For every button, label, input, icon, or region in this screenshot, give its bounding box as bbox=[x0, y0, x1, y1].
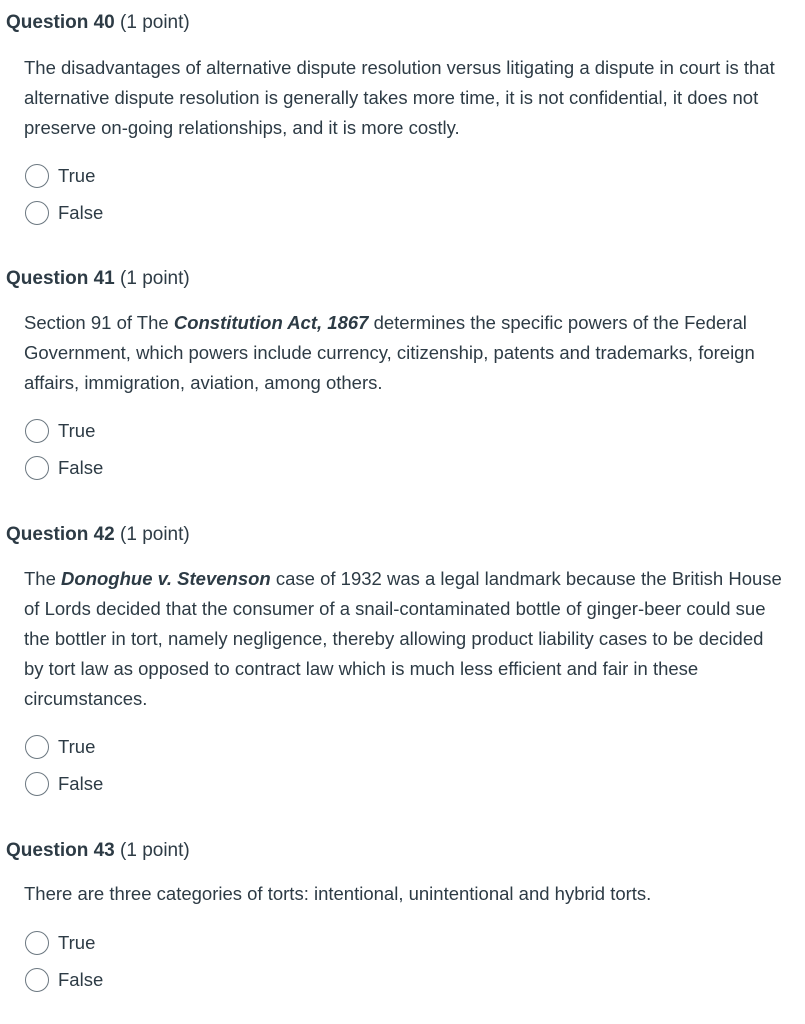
option-true[interactable] bbox=[25, 929, 95, 957]
question-prompt bbox=[24, 308, 784, 398]
radio-button[interactable] bbox=[25, 735, 49, 759]
question-points: (1 point) bbox=[120, 524, 190, 545]
option-label: True bbox=[58, 420, 96, 441]
option-true[interactable] bbox=[25, 733, 95, 761]
option-false[interactable] bbox=[25, 199, 103, 227]
option-label: False bbox=[58, 773, 104, 794]
option-label: True bbox=[58, 932, 96, 953]
question-header bbox=[6, 839, 190, 863]
question-points: (1 point) bbox=[120, 12, 190, 33]
radio-button[interactable] bbox=[25, 968, 49, 992]
option-label: False bbox=[58, 969, 104, 990]
case-title: Donoghue v. Stevenson bbox=[61, 568, 271, 589]
radio-button[interactable] bbox=[25, 164, 49, 188]
question-title: Question 41 bbox=[6, 268, 115, 289]
option-label: False bbox=[58, 202, 104, 223]
option-true[interactable] bbox=[25, 162, 95, 190]
question-prompt bbox=[24, 879, 784, 909]
question-prompt bbox=[24, 564, 784, 714]
radio-button[interactable] bbox=[25, 772, 49, 796]
option-false[interactable] bbox=[25, 770, 103, 798]
question-title: Question 43 bbox=[6, 840, 115, 861]
prompt-text-post: case of 1932 was a legal landmark because the British House of Lords decided that the consumer of a snail-contaminated bottle of ginger-beer could sue the bottler in tort, namely negligence, thereby allowing product liability cases to be decided by tort law as opposed to contract law which is much less efficient and fair in these circumstances. bbox=[24, 568, 782, 709]
option-false[interactable] bbox=[25, 966, 103, 994]
prompt-text-post: determines the specific powers of the Federal Government, which powers include currency, citizenship, patents and trademarks, foreign affairs, immigration, aviation, among others. bbox=[24, 312, 755, 393]
question-header bbox=[6, 11, 190, 35]
question-header bbox=[6, 267, 190, 291]
radio-button[interactable] bbox=[25, 419, 49, 443]
question-prompt-text: There are three categories of torts: intentional, unintentional and hybrid torts. bbox=[24, 883, 652, 904]
question-points: (1 point) bbox=[120, 268, 190, 289]
question-prompt-text: The disadvantages of alternative dispute resolution versus litigating a dispute in court is that alternative dispute resolution is generally takes more time, it is not confidential, it does not preserve on-going relationships, and it is more costly. bbox=[24, 57, 775, 138]
prompt-text-pre: Section 91 of The bbox=[24, 312, 174, 333]
act-title: Constitution Act, 1867 bbox=[173, 312, 369, 333]
option-true[interactable] bbox=[25, 417, 95, 445]
question-title: Question 40 bbox=[6, 12, 115, 33]
prompt-text-pre: The bbox=[24, 568, 62, 589]
radio-button[interactable] bbox=[25, 456, 49, 480]
option-label: False bbox=[58, 457, 104, 478]
question-header bbox=[6, 523, 190, 547]
question-title: Question 42 bbox=[6, 524, 115, 545]
radio-button[interactable] bbox=[25, 201, 49, 225]
question-prompt bbox=[24, 53, 784, 143]
option-false[interactable] bbox=[25, 454, 103, 482]
radio-button[interactable] bbox=[25, 931, 49, 955]
question-points: (1 point) bbox=[120, 840, 190, 861]
option-label: True bbox=[58, 736, 96, 757]
option-label: True bbox=[58, 165, 96, 186]
